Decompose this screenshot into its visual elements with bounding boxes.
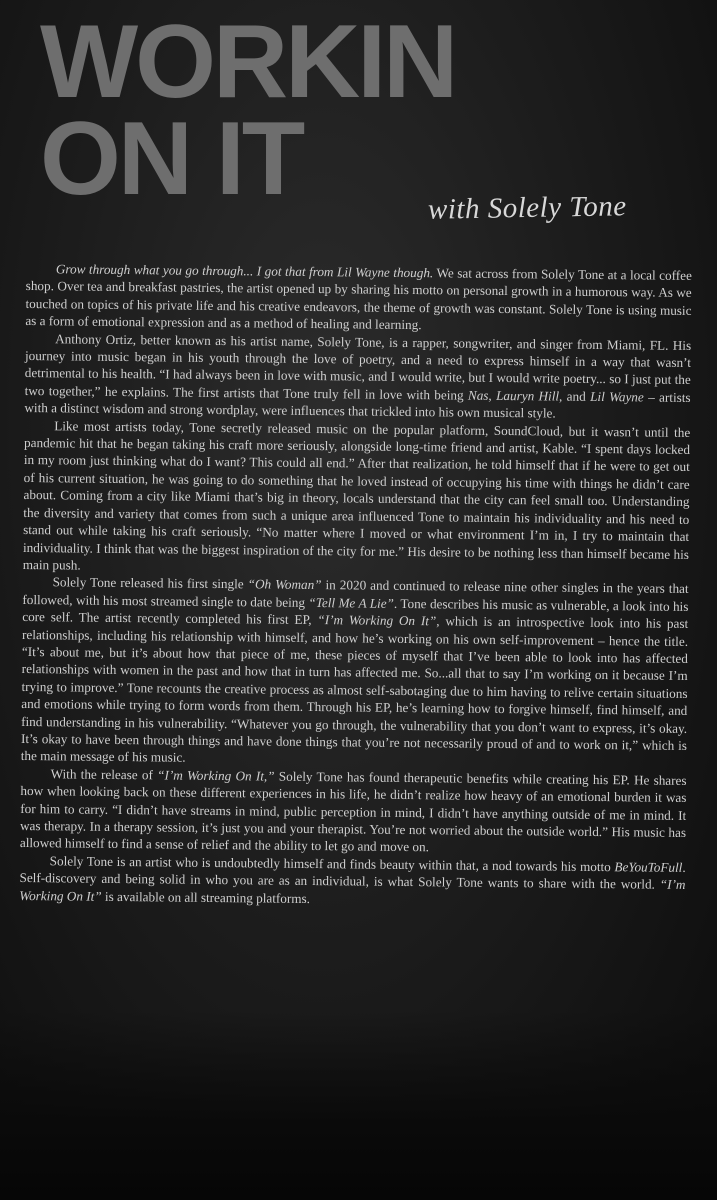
- body-text: We sat across from Solely Tone at a local coffee shop. Over tea and breakfast pastries, the artist opened up by sharing his motto on personal growth in a humorous way. As we touched on topics of his private life and his creative endeavors, the theme of growth was constant. Solely Tone is using music as a form of emotional expression and as a method of healing and learning.: [25, 265, 692, 333]
- article-paragraph: [21, 573, 689, 771]
- body-text: Solely Tone has found therapeutic benefits while creating his EP. He shares how when looking back on these different experiences in his life, he didn’t realize how heavy of an emotional burden it was for him to carry. “I didn’t have streams in mind, public perception in mind, I didn’t have anything outside of me in mind. It was therapy. In a therapy session, it’s just you and your therapist. You’re not worried about the outside world.” His music has allowed himself to find a sense of relief and the ability to let go and move on.: [19, 768, 687, 855]
- italic-text: “I’m Working On It”: [19, 876, 686, 904]
- body-text: is available on all streaming platforms.: [101, 888, 311, 906]
- headline-line-1: WORKIN: [40, 4, 456, 120]
- body-text: . Tone describes his music as vulnerable, a look into his core self. The artist recently completed his first EP,: [22, 595, 689, 628]
- italic-text: Lil Wayne: [590, 388, 644, 405]
- body-text: Like most artists today, Tone secretly released music on the popular platform, SoundCloud, but it wasn’t until the pandemic hit that he began taking his craft more seriously, alongside long-time friend and artist, Kable. “I spent days locked in my room just thinking what do I want? This could all end.” After that realization, he told himself that if he were to get out of his current situation, he was going to do something that he loved instead of occupying his time with things he didn’t care about. Coming from a city like Miami that’s big in theory, locals understand that the city can feel small too. Understanding the diversity and variety that comes from such a unique area influenced Tone to maintain his individuality and his need to stand out while taking his craft seriously. “No matter where I moved or what environment I’m in, I try to maintain that individuality. I think that was the biggest inspiration of the city for me.” His desire to be nothing less than himself became his main push.: [22, 417, 691, 573]
- italic-text: Nas: [467, 387, 489, 403]
- body-text: ,: [488, 387, 497, 403]
- body-text: in 2020 and continued to release nine other singles in the years that followed, with his most streamed single to date being: [22, 577, 689, 610]
- body-text: , and: [559, 388, 591, 404]
- article-paragraph: [19, 852, 686, 911]
- article-paragraph: [25, 260, 692, 337]
- article-paragraph: [24, 330, 691, 424]
- article-body: [19, 260, 692, 911]
- italic-text: Lauryn Hill: [496, 387, 560, 404]
- byline: with Solely Tone: [427, 190, 627, 226]
- page-shadow: [0, 1010, 717, 1200]
- italic-text: “I’m Working On It,”: [157, 767, 275, 784]
- headline-line-2: ON IT: [40, 101, 303, 218]
- italic-text: “Oh Woman”: [247, 576, 322, 593]
- body-text: . Self-discovery and being solid in who you are as an individual, is what Solely Tone wants to share with the world.: [19, 859, 686, 892]
- italic-text: BeYouToFull: [614, 859, 683, 875]
- body-text: With the release of: [50, 766, 158, 783]
- body-text: Anthony Ortiz, better known as his artist name, Solely Tone, is a rapper, songwriter, and singer from Miami, FL. His journey into music began in his youth through the love of poetry, and a need to express himself in a way that wasn’t detrimental to his health. “I had always been in love with music, and I would write, but I would write poetry... so I just put the two together,” he explains. The first artists that Tone truly fell in love with being: [24, 330, 692, 403]
- body-text: Solely Tone released his first single: [52, 574, 248, 592]
- body-text: – artists with a distinct wisdom and strong wordplay, were influences that trickled into his own musical style.: [24, 389, 691, 421]
- article-paragraph: [20, 765, 687, 859]
- body-text: , which is an introspective look into his past relationships, including his relationship with himself, and how he’s working on his own self-improvement – hence the title. “It’s about me, but it’s about how that piece of me, these pieces of myself that I’ve been able to look into has affected relationships with women in the past and how that in turn has affected me. So...all that to say I’m working on it because I’m trying to improve.” Tone recounts the creative process as almost self-sabotaging due to him having to relive certain situations and emotions while trying to form words from them. Through his EP, he’s learning how to forgive himself, find himself, and find understanding in his vulnerability. “Whatever you go through, the vulnerability that you don’t want to express, it’s okay. It’s okay to have been through things and have done things that you’re not necessarily proud of and to work on it,” which is the main message of his music.: [20, 613, 689, 766]
- italic-text: Grow through what you go through... I got that from Lil Wayne though.: [55, 261, 434, 281]
- article-paragraph: [23, 417, 691, 581]
- italic-text: “I’m Working On It”: [317, 612, 437, 629]
- body-text: Solely Tone is an artist who is undoubtedly himself and finds beauty within that, a nod towards his motto: [49, 853, 615, 875]
- italic-text: “Tell Me A Lie”: [308, 594, 395, 611]
